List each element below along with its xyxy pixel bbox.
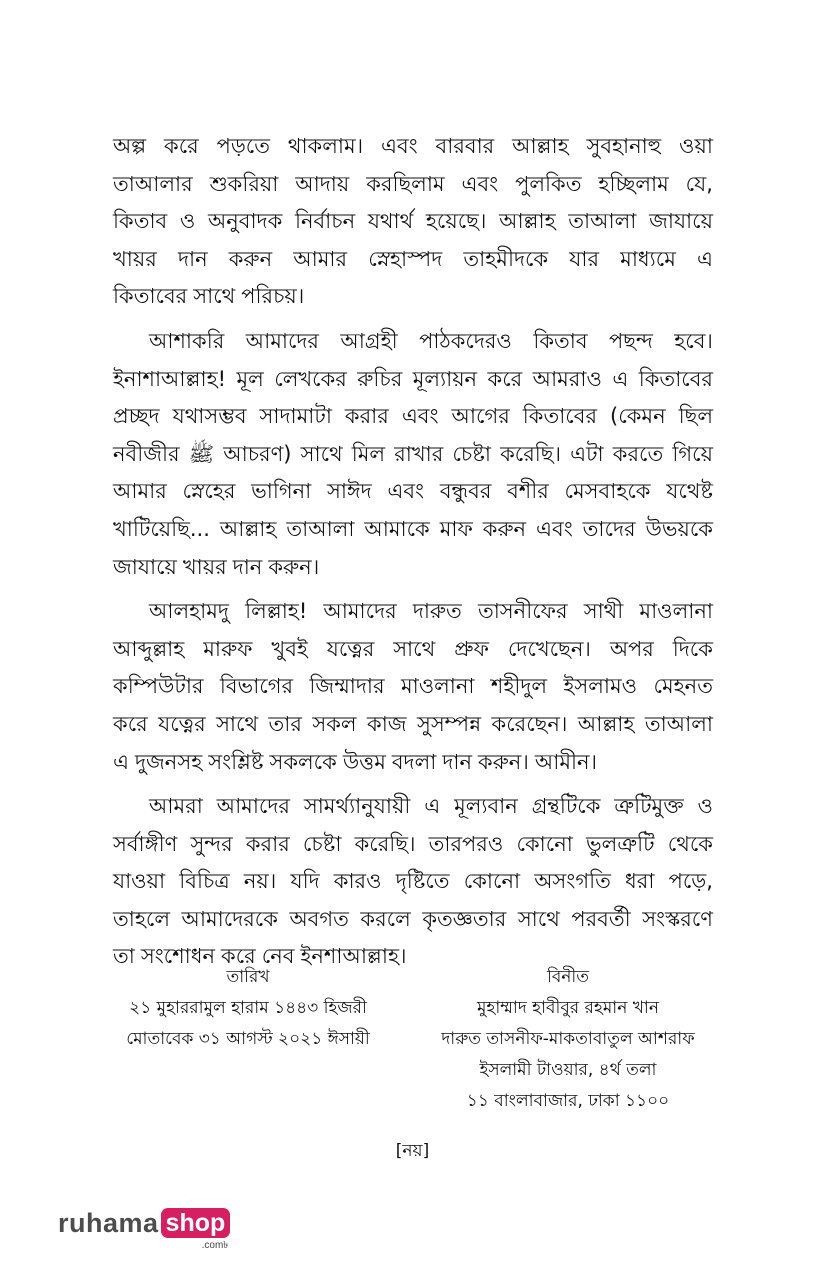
text-line: এ দুজনসহ সংশ্লিষ্ট সকলকে উত্তম বদলা দান করুন। আমীন। — [113, 749, 598, 774]
text-line: কম্পিউটার বিভাগের জিম্মাদার মাওলানা শহীদুল ইসলামও মেহনত — [113, 674, 713, 699]
text-line: নবীজীর ﷺ আচরণ) সাথে মিল রাখার চেষ্টা করেছি। এটা করতে গিয়ে — [113, 441, 713, 466]
hijri-date: ২১ মুহাররামুল হারাম ১৪৪৩ হিজরী — [129, 998, 367, 1018]
signature-block — [418, 962, 718, 1117]
text-line: যাওয়া বিচিত্র নয়। যদি কারও দৃষ্টিতে কোনো অসংগতি ধরা পড়ে, — [113, 869, 713, 894]
address-line: ইসলামী টাওয়ার, ৪র্থ তলা — [479, 1060, 657, 1080]
text-line: প্রচ্ছদ যথাসম্ভব সাদামাটা করার এবং আগের কিতাবের (কেমন ছিল — [113, 404, 713, 429]
logo-badge-wrap — [161, 1208, 231, 1251]
ruhama-shop-logo — [58, 1208, 230, 1258]
text-line: খায়র দান করুন আমার স্নেহাস্পদ তাহমীদকে যার মাধ্যমে এ — [113, 246, 713, 271]
text-line: সর্বাঙ্গীণ সুন্দর করার চেষ্টা করেছি। তারপরও কোনো ভুলত্রুটি থেকে — [113, 831, 713, 856]
paragraph — [113, 323, 713, 586]
text-line: অল্প করে পড়তে থাকলাম। এবং বারবার আল্লাহ সুবহানাহু ওয়া — [113, 134, 713, 158]
text-line: ইনাশাআল্লাহ! মূল লেখকের রুচির মূল্যায়ন করে আমরাও এ কিতাবের — [113, 366, 713, 391]
text-line: তাহলে আমাদেরকে অবগত করলে কৃতজ্ঞতার সাথে পরবর্তী সংস্করণে — [113, 906, 713, 931]
organization: দারুত তাসনীফ-মাকতাবাতুল আশরাফ — [441, 1029, 695, 1049]
text-line: কিতাব ও অনুবাদক নির্বাচন যথার্থ হয়েছে। আল্লাহ তাআলা জাযায়ে — [113, 209, 713, 234]
logo-domain: .com৳ — [201, 1240, 229, 1251]
text-line: করে যত্নের সাথে তার সকল কাজ সুসম্পন্ন করেছেন। আল্লাহ তাআলা — [113, 711, 713, 736]
paragraph — [113, 128, 713, 316]
text-line: তাআলার শুকরিয়া আদায় করছিলাম এবং পুলকিত হচ্ছিলাম যে, — [113, 171, 713, 196]
text-line: আমার স্নেহের ভাগিনা সাঈদ এবং বন্ধুবর বশীর মেসবাহকে যথেষ্ট — [113, 479, 713, 504]
paragraph — [113, 788, 713, 976]
author-name: মুহাম্মাদ হাবীবুর রহমান খান — [476, 998, 660, 1018]
logo-brand-text: ruhama — [58, 1208, 159, 1238]
paragraph — [113, 593, 713, 781]
gregorian-date: মোতাবেক ৩১ আগস্ট ২০২১ ঈসায়ী — [126, 1029, 370, 1049]
main-text — [113, 128, 713, 983]
text-line: আশাকরি আমাদের আগ্রহী পাঠকদেরও কিতাব পছন্দ হবে। — [149, 328, 713, 353]
text-line: খাটিয়েছি... আল্লাহ তাআলা আমাকে মাফ করুন এবং তাদের উভয়কে — [113, 516, 713, 541]
address-line: ১১ বাংলাবাজার, ঢাকা ১১০০ — [466, 1091, 670, 1111]
date-label: তারিখ — [226, 967, 270, 987]
text-line: তা সংশোধন করে নেব ইনশাআল্লাহ। — [113, 944, 407, 969]
text-line: আলহামদু লিল্লাহ! আমাদের দারুত তাসনীফের সাথী মাওলানা — [149, 599, 713, 624]
text-line: আব্দুল্লাহ মারুফ খুবই যত্নের সাথে প্রুফ দেখেছেন। অপর দিকে — [113, 636, 713, 661]
logo-shop-badge: shop — [161, 1208, 231, 1238]
date-block — [112, 962, 384, 1055]
text-line: জাযায়ে খায়র দান করুন। — [113, 554, 320, 579]
page-number: [নয়] — [395, 1141, 430, 1161]
signature-label: বিনীত — [546, 967, 590, 987]
text-line: কিতাবের সাথে পরিচয়। — [113, 284, 305, 309]
text-line: আমরা আমাদের সামর্থ্যানুযায়ী এ মূল্যবান গ্রন্থটিকে ত্রুটিমুক্ত ও — [149, 794, 713, 819]
